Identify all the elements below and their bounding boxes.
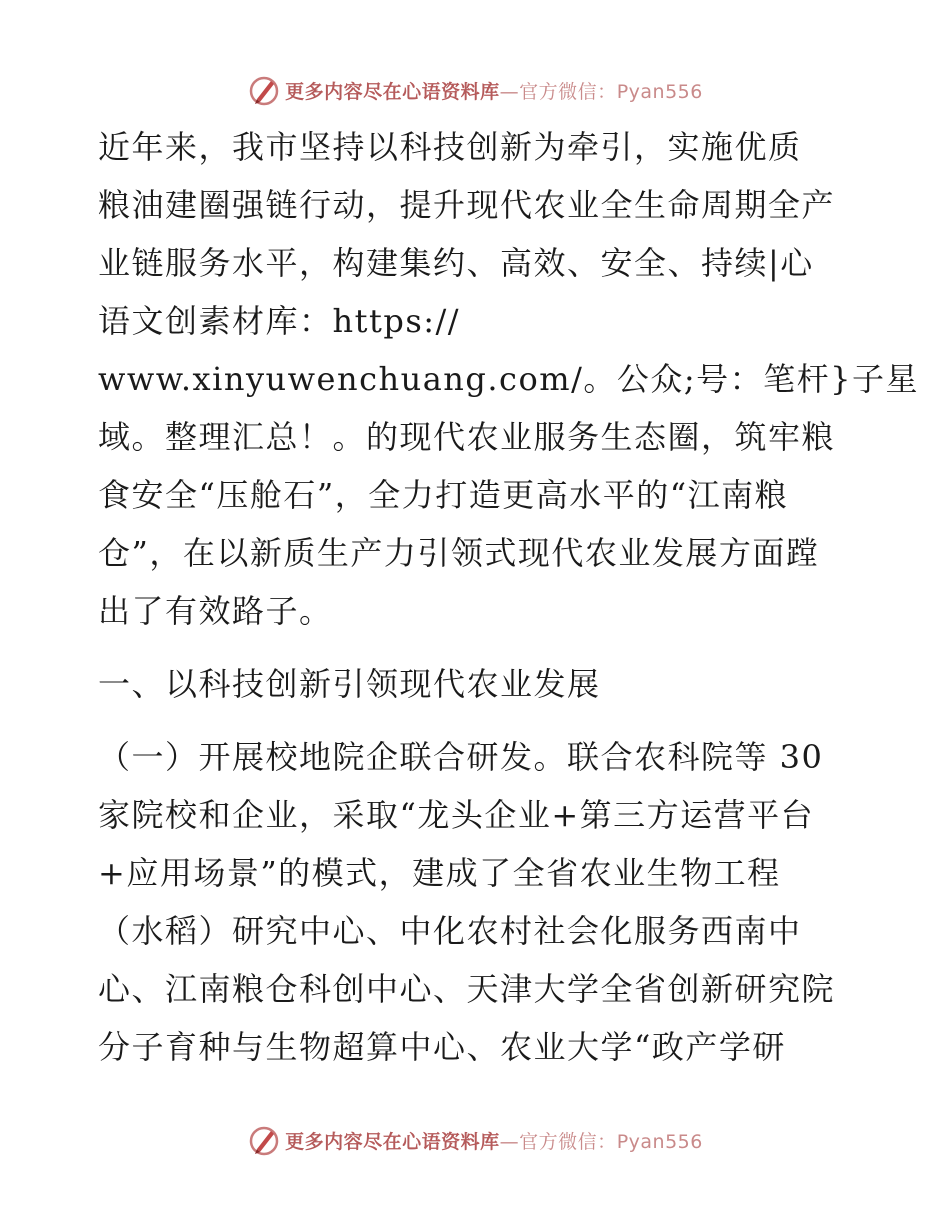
- header-watermark-banner: [0, 70, 950, 110]
- intro-paragraph: [98, 118, 920, 640]
- text-line: 粮油建圈强链行动，提升现代农业全生命周期全产: [98, 186, 836, 224]
- section-heading: [98, 655, 858, 713]
- banner-dash: —: [499, 1130, 520, 1153]
- text-line: 近年来，我市坚持以科技创新为牵引，实施优质: [98, 128, 802, 166]
- text-line: 仓”，在以新质生产力引领式现代农业发展方面蹚: [98, 534, 820, 572]
- banner-text: [285, 1127, 703, 1154]
- text-line: 家院校和企业，采取“龙头企业+第三方运营平台: [98, 796, 815, 834]
- banner-contact-label: 官方微信：: [519, 80, 617, 103]
- text-line: （一）开展校地院企联合研发。联合农科院等 30: [98, 738, 824, 776]
- pen-logo-icon: [247, 1123, 281, 1157]
- footer-watermark-banner: [0, 1120, 950, 1160]
- banner-brand: 更多内容尽在心语资料库: [285, 1130, 500, 1153]
- text-line: （水稻）研究中心、中化农村社会化服务西南中: [98, 912, 802, 950]
- text-line: 语文创素材库：https://: [98, 302, 461, 340]
- text-line: 域。整理汇总！。的现代农业服务生态圈，筑牢粮: [98, 418, 836, 456]
- text-line: 业链服务水平，构建集约、高效、安全、持续|心: [98, 244, 814, 282]
- banner-brand: 更多内容尽在心语资料库: [285, 80, 500, 103]
- heading-line: 一、以科技创新引领现代农业发展: [98, 665, 601, 703]
- text-line: 出了有效路子。: [98, 592, 333, 630]
- banner-contact-label: 官方微信：: [519, 1130, 617, 1153]
- text-line: 心、江南粮仓科创中心、天津大学全省创新研究院: [98, 970, 836, 1008]
- text-line: 食安全“压舱石”，全力打造更高水平的“江南粮: [98, 476, 789, 514]
- pen-logo-icon: [247, 73, 281, 107]
- banner-text: [285, 77, 703, 104]
- text-line: +应用场景”的模式，建成了全省农业生物工程: [98, 854, 781, 892]
- text-line: 分子育种与生物超算中心、农业大学“政产学研: [98, 1028, 786, 1066]
- banner-contact-value: Pyan556: [616, 1130, 703, 1153]
- document-body: [98, 118, 920, 1076]
- text-line: www.xinyuwenchuang.com/。公众;号：笔杆}子星: [98, 360, 920, 398]
- banner-dash: —: [499, 80, 520, 103]
- subsection-paragraph: [98, 728, 858, 1076]
- banner-contact-value: Pyan556: [616, 80, 703, 103]
